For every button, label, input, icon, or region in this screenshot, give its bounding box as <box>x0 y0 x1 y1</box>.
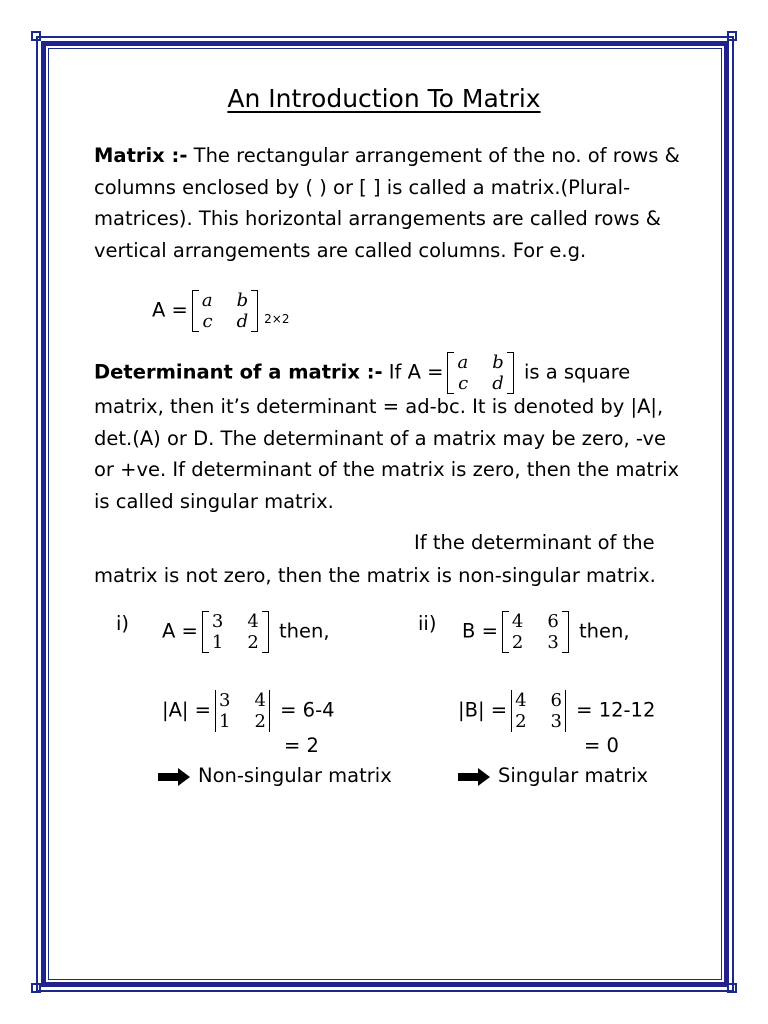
matrix-2x2 <box>192 290 258 332</box>
matrix-entry: 2 <box>247 632 259 653</box>
matrix-entry: c <box>202 311 213 332</box>
example-then: then, <box>579 619 630 643</box>
nonsingular-text-line2: matrix is not zero, then the matrix is non-singular matrix. <box>94 564 656 587</box>
matrix-2x2 <box>447 352 513 394</box>
example-ii-result: = 0 <box>584 734 619 757</box>
example-matrix <box>152 290 289 332</box>
determinant-term: Determinant of a matrix :- <box>94 360 383 384</box>
matrix-entry: 4 <box>254 690 266 711</box>
conclusion-text: Non-singular matrix <box>198 764 392 787</box>
matrix-entry: 4 <box>511 611 524 632</box>
matrix-term: Matrix :- <box>94 144 188 167</box>
matrix-definition <box>94 140 684 266</box>
matrix-2x2 <box>502 611 569 653</box>
matrix-order: 2×2 <box>264 311 290 326</box>
determinant-lhs: |B| = <box>458 698 508 722</box>
matrix-entry: 1 <box>219 711 231 732</box>
determinant-2x2 <box>215 690 270 732</box>
example-i-number: i) <box>116 612 130 635</box>
matrix-entry: 3 <box>547 632 559 653</box>
example-ii-number: ii) <box>418 612 437 635</box>
example-lhs: B = <box>462 619 498 643</box>
matrix-entry: 4 <box>247 611 259 632</box>
matrix-entry: 2 <box>254 711 266 732</box>
border-corner <box>727 983 737 993</box>
border-corner <box>31 31 41 41</box>
matrix-definition-text: The rectangular arrangement of the no. of rows & columns enclosed by ( ) or [ ] is called a matrix.(Plural-matrices). This horizontal arrangements are called rows & vertical arrangements are called columns. For e.g. <box>94 144 680 262</box>
matrix-2x2 <box>202 611 269 653</box>
determinant-after: is a square <box>517 360 631 384</box>
matrix-entry: 3 <box>211 611 224 632</box>
matrix-entry: b <box>236 290 249 311</box>
matrix-entry: a <box>201 290 213 311</box>
example-then: then, <box>279 619 330 643</box>
example-i-conclusion <box>158 763 392 789</box>
border-corner <box>31 983 41 993</box>
determinant-heading-line <box>94 352 630 394</box>
determinant-rhs: = 6-4 <box>280 698 335 722</box>
matrix-entry: 6 <box>550 690 562 711</box>
matrix-entry: b <box>492 352 504 373</box>
determinant-2x2 <box>511 690 566 732</box>
example-i-matrix <box>162 611 330 653</box>
determinant-rhs: = 12-12 <box>576 698 656 722</box>
example-ii-determinant <box>458 690 655 732</box>
example-lhs: A = <box>152 298 188 322</box>
matrix-entry: c <box>458 373 469 394</box>
determinant-lhs: |A| = <box>162 698 212 722</box>
matrix-entry: 6 <box>547 611 559 632</box>
example-lhs: A = <box>162 619 198 643</box>
nonsingular-text-line1: If the determinant of the <box>414 531 655 554</box>
matrix-entry: 2 <box>511 632 524 653</box>
matrix-entry: 3 <box>219 690 231 711</box>
matrix-entry: 4 <box>515 690 527 711</box>
example-ii-matrix <box>462 611 630 653</box>
matrix-entry: 2 <box>515 711 527 732</box>
determinant-definition-text: matrix, then it’s determinant = ad-bc. It is denoted by |A|, det.(A) or D. The determinant of a matrix may be zero, -ve or +ve. If determinant of the matrix is zero, then the matrix is called singular matrix. <box>94 395 680 513</box>
matrix-entry: a <box>457 352 469 373</box>
right-arrow-icon <box>158 768 190 786</box>
matrix-entry: 3 <box>550 711 562 732</box>
conclusion-text: Singular matrix <box>498 764 649 787</box>
page-title: An Introduction To Matrix <box>227 84 541 113</box>
example-i-result: = 2 <box>284 734 319 757</box>
matrix-entry: 1 <box>211 632 224 653</box>
right-arrow-icon <box>458 768 490 786</box>
border-corner <box>727 31 737 41</box>
matrix-entry: d <box>492 373 504 394</box>
matrix-entry: d <box>236 311 249 332</box>
example-i-determinant <box>162 690 335 732</box>
example-ii-conclusion <box>458 763 648 789</box>
determinant-if: If A = <box>382 360 444 384</box>
